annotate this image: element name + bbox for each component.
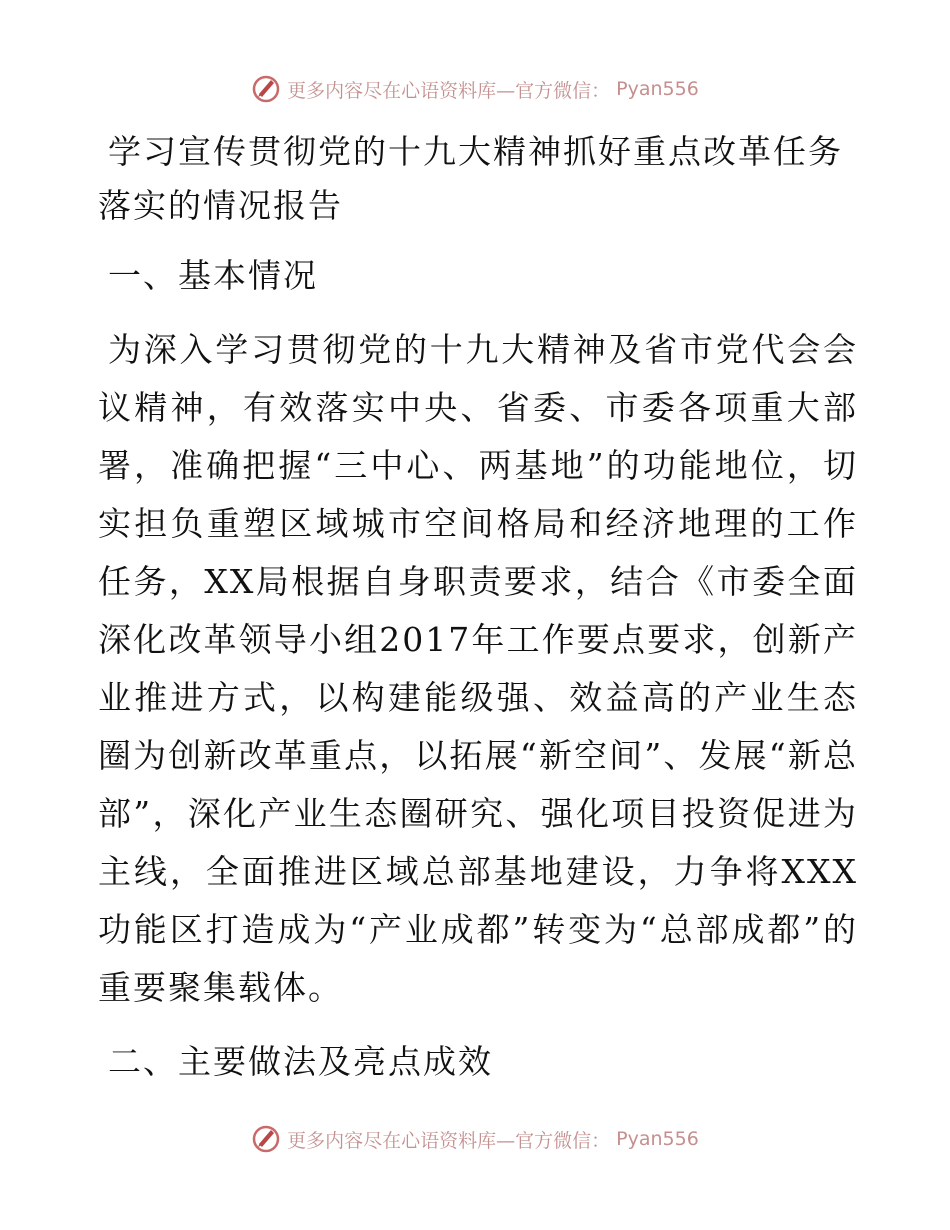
watermark-id: Pyan556: [616, 78, 699, 100]
section-heading-basic: 一、基本情况: [108, 256, 318, 295]
document-title: 学习宣传贯彻党的十九大精神抓好重点改革任务落实的情况报告: [98, 132, 843, 225]
footer-watermark: [0, 1124, 950, 1154]
section-paragraph-basic: 为深入学习贯彻党的十九大精神及省市党代会会议精神，有效落实中央、省委、市委各项重大部署，准确把握“三中心、两基地”的功能地位，切实担负重塑区域城市空间格局和经济地理的工作任务，XX局根据自身职责要求，结合《市委全面深化改革领导小组2017年工作要点要求，创新产业推进方式，以构建能级强、效益高的产业生态圈为创新改革重点，以拓展“新空间”、发展“新总部”，深化产业生态圈研究、强化项目投资促进为主线，全面推进区域总部基地建设，力争将XXX功能区打造成为“产业成都”转变为“总部成都”的重要聚集载体。: [98, 330, 858, 1007]
section-heading-practices: 二、主要做法及亮点成效: [108, 1042, 493, 1081]
watermark-logo-icon: [251, 74, 281, 104]
watermark-logo-icon: [251, 1124, 281, 1154]
header-watermark: [0, 74, 950, 104]
watermark-id: Pyan556: [616, 1128, 699, 1150]
document-body: [98, 125, 858, 1107]
watermark-text: 更多内容尽在心语资料库—官方微信：: [287, 79, 611, 102]
watermark-text: 更多内容尽在心语资料库—官方微信：: [287, 1129, 611, 1152]
